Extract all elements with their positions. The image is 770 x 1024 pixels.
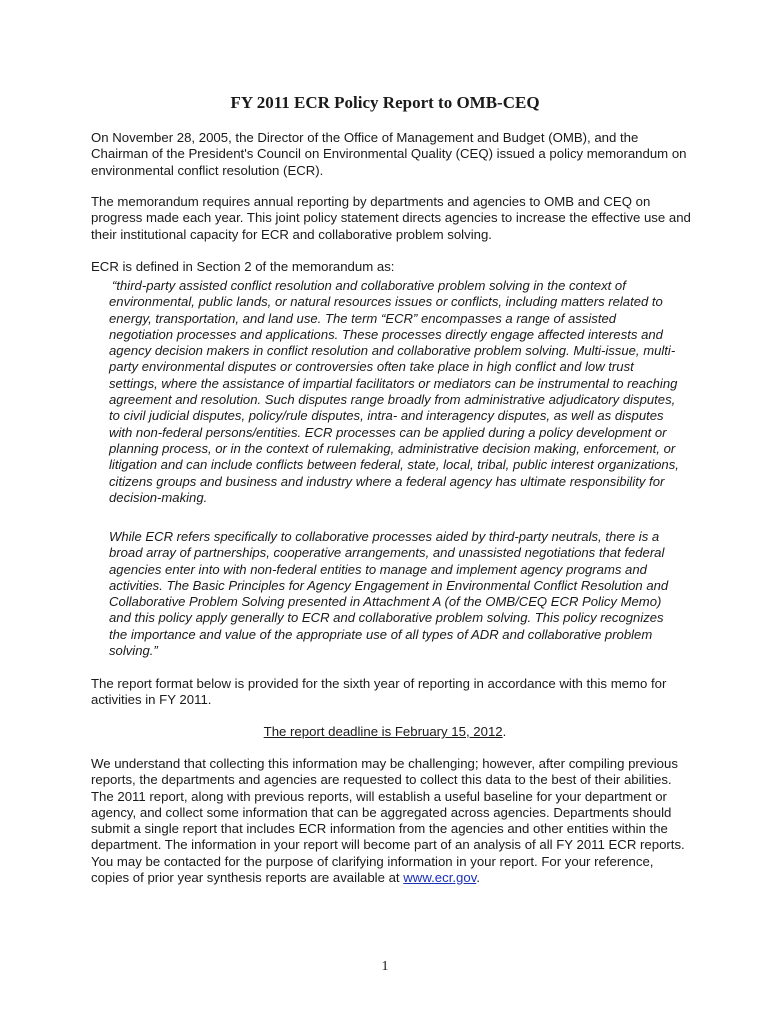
collecting-information-paragraph <box>91 756 691 886</box>
report-format-paragraph: The report format below is provided for the sixth year of reporting in accordance with this memo for activities in FY 2011. <box>91 676 667 708</box>
report-deadline-period: . <box>502 724 507 739</box>
report-deadline-text: The report deadline is February 15, 2012 <box>263 724 503 739</box>
document-title: FY 2011 ECR Policy Report to OMB-CEQ <box>230 93 540 112</box>
page-number: 1 <box>381 959 389 974</box>
report-deadline <box>0 724 770 740</box>
ecr-gov-link[interactable]: www.ecr.gov <box>403 870 477 886</box>
ecr-definition-quote: “third-party assisted conflict resolution and collaborative problem solving in the context of environmental, public lands, or natural resources issues or conflicts, including matters related to energy, transportation, and land use. The term “ECR” encompasses a range of assisted negotiation processes and applications. These processes directly engage affected interests and agency decision makers in conflict resolution and collaborative problem solving. Multi-issue, multi-party environmental disputes or controversies often take place in high conflict and low trust settings, where the assistance of impartial facilitators or mediators can be instrumental to reaching agreement and resolution. Such disputes range broadly from administrative adjudicatory disputes, to civil judicial disputes, policy/rule disputes, intra- and interagency disputes, as well as disputes with non-federal persons/entities. ECR processes can be applied during a policy development or planning process, or in the context of rulemaking, administrative decision making, enforcement, or litigation and can include conflicts between federal, state, local, tribal, public interest organizations, citizens groups and business and industry where a federal agency has ultimate responsibility for decision-making. <box>109 278 679 505</box>
ecr-defined-paragraph: ECR is defined in Section 2 of the memorandum as: <box>91 259 395 274</box>
collecting-information-end: . <box>476 870 480 886</box>
memorandum-paragraph: The memorandum requires annual reporting by departments and agencies to OMB and CEQ on progress made each year. This joint policy statement directs agencies to increase the effective use and their institutional capacity for ECR and collaborative problem solving. <box>91 194 691 242</box>
collecting-information-text: We understand that collecting this information may be challenging; however, after compiling previous reports, the departments and agencies are requested to collect this data to the best of their abilities. The 2011 report, along with previous reports, will establish a useful baseline for your department or agency, and collect some information that can be aggregated across agencies. Departments should submit a single report that includes ECR information from the agencies and other entities within the department. The information in your report will become part of an analysis of all FY 2011 ECR reports. You may be contacted for the purpose of clarifying information in your report. For your reference, copies of prior year synthesis reports are available at <box>91 756 685 886</box>
ecr-collaborative-quote: While ECR refers specifically to collaborative processes aided by third-party neutrals, there is a broad array of partnerships, cooperative arrangements, and unassisted negotiations that federal agencies enter into with non-federal entities to manage and implement agency programs and activities. The Basic Principles for Agency Engagement in Environmental Conflict Resolution and Collaborative Problem Solving presented in Attachment A (of the OMB/CEQ ECR Policy Memo) and this policy apply generally to ECR and collaborative problem solving. This policy recognizes the importance and value of the appropriate use of all types of ADR and collaborative problem solving.” <box>109 529 669 659</box>
intro-paragraph: On November 28, 2005, the Director of the Office of Management and Budget (OMB), and the Chairman of the President's Council on Environmental Quality (CEQ) issued a policy memorandum on environmental conflict resolution (ECR). <box>91 130 687 178</box>
